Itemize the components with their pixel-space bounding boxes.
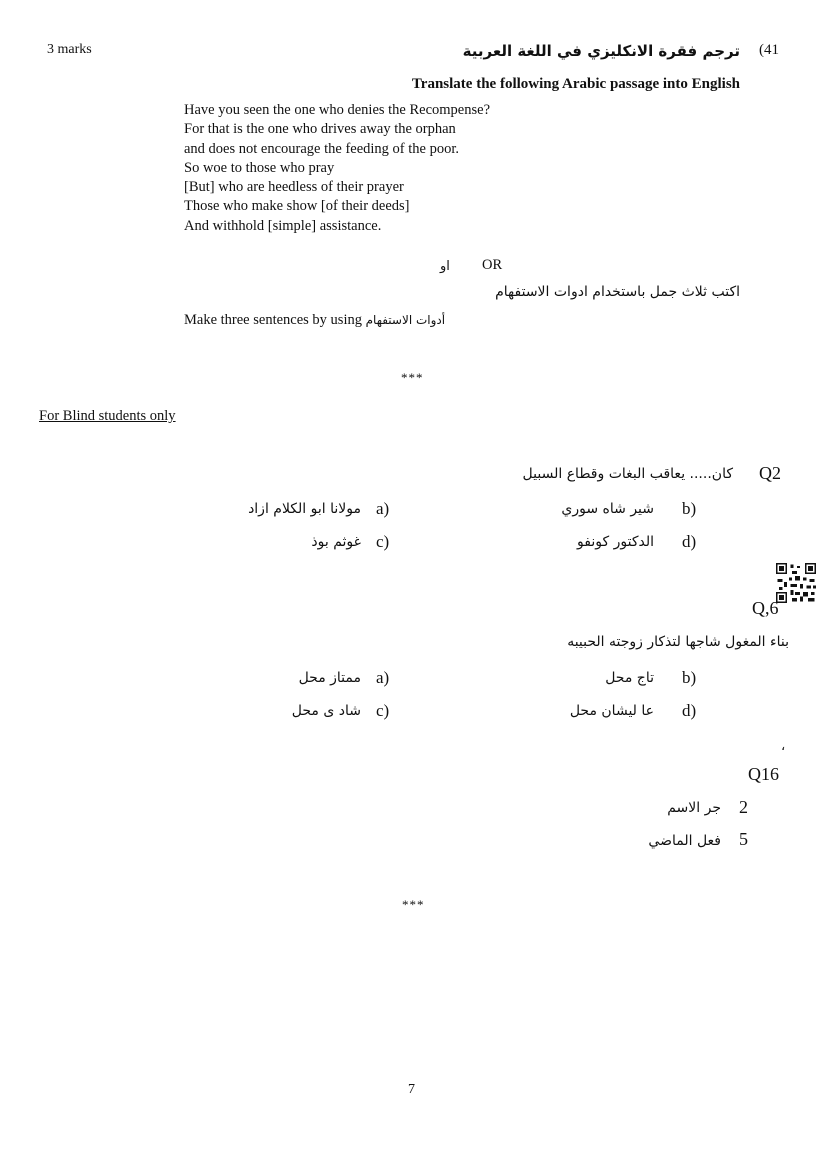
- q2-option-a-text: مولانا ابو الكلام ازاد: [248, 501, 361, 517]
- q2-option-c-letter: c): [376, 532, 390, 551]
- q16-label: Q16: [748, 764, 779, 784]
- q2-option-b-text: شير شاه سوري: [561, 501, 654, 517]
- or-arabic: او: [440, 259, 450, 274]
- question-number: (41: [759, 42, 779, 58]
- q16-item-number: 2: [739, 797, 748, 817]
- q6-option-b-letter: b): [682, 668, 697, 687]
- passage-line: Have you seen the one who denies the Recompense?: [184, 102, 491, 118]
- q16-item-text: فعل الماضي: [648, 833, 721, 849]
- make-arabic: أدوات الاستفهام: [365, 313, 446, 327]
- q2-option-b-letter: b): [682, 499, 697, 518]
- separator-stars: ***: [401, 370, 424, 385]
- make-prefix: Make three sentences by using: [184, 312, 362, 328]
- q16-item-text: جر الاسم: [667, 800, 721, 816]
- blind-heading: For Blind students only: [39, 408, 176, 424]
- separator-stars: ***: [402, 897, 425, 912]
- passage-line: Those who make show [of their deeds]: [184, 198, 410, 215]
- passage-line: So woe to those who pray: [184, 159, 335, 176]
- page-number: 7: [408, 1082, 415, 1097]
- passage-line: For that is the one who drives away the orphan: [184, 121, 456, 138]
- q6-option-a-text: ممتاز محل: [298, 670, 361, 686]
- q2-text: كان..... يعاقب البغات وقطاع السبيل: [522, 466, 733, 482]
- q6-option-a-letter: a): [376, 668, 390, 687]
- q6-label: Q,6: [752, 598, 779, 618]
- q16-item-number: 5: [739, 829, 748, 849]
- passage: [184, 101, 490, 236]
- q6-option-c-text: شاد ى محل: [291, 703, 361, 719]
- make-sentences-line: [184, 312, 445, 329]
- or-english: OR: [482, 257, 503, 273]
- marks-label: 3 marks: [47, 42, 92, 57]
- q6-option-c-letter: c): [376, 701, 390, 720]
- q2-option-d-text: الدكتور كونفو: [577, 534, 654, 550]
- q6-option-d-letter: d): [682, 701, 697, 720]
- q6-text: بناء المغول شاجها لتذكار زوجته الحبيبه: [567, 634, 789, 650]
- passage-line: [But] who are heedless of their prayer: [184, 179, 404, 196]
- comma-mark: ،: [781, 738, 786, 753]
- q6-option-d-text: عا ليشان محل: [569, 703, 654, 719]
- arabic-prompt: اكتب ثلاث جمل باستخدام ادوات الاستفهام: [495, 284, 740, 300]
- q2-option-c-text: غوثم بوذ: [311, 534, 361, 550]
- passage-line: And withhold [simple] assistance.: [184, 217, 382, 234]
- passage-line: and does not encourage the feeding of the poor.: [184, 140, 460, 157]
- english-instruction: Translate the following Arabic passage into English: [411, 76, 740, 92]
- q2-option-d-letter: d): [682, 532, 697, 551]
- qr-code-icon: [776, 563, 816, 603]
- arabic-instruction: ترجم فقرة الانكليزي في اللغة العربية: [462, 42, 740, 60]
- q2-option-a-letter: a): [376, 499, 390, 518]
- q2-label: Q2: [759, 463, 781, 483]
- q6-option-b-text: تاج محل: [605, 670, 654, 686]
